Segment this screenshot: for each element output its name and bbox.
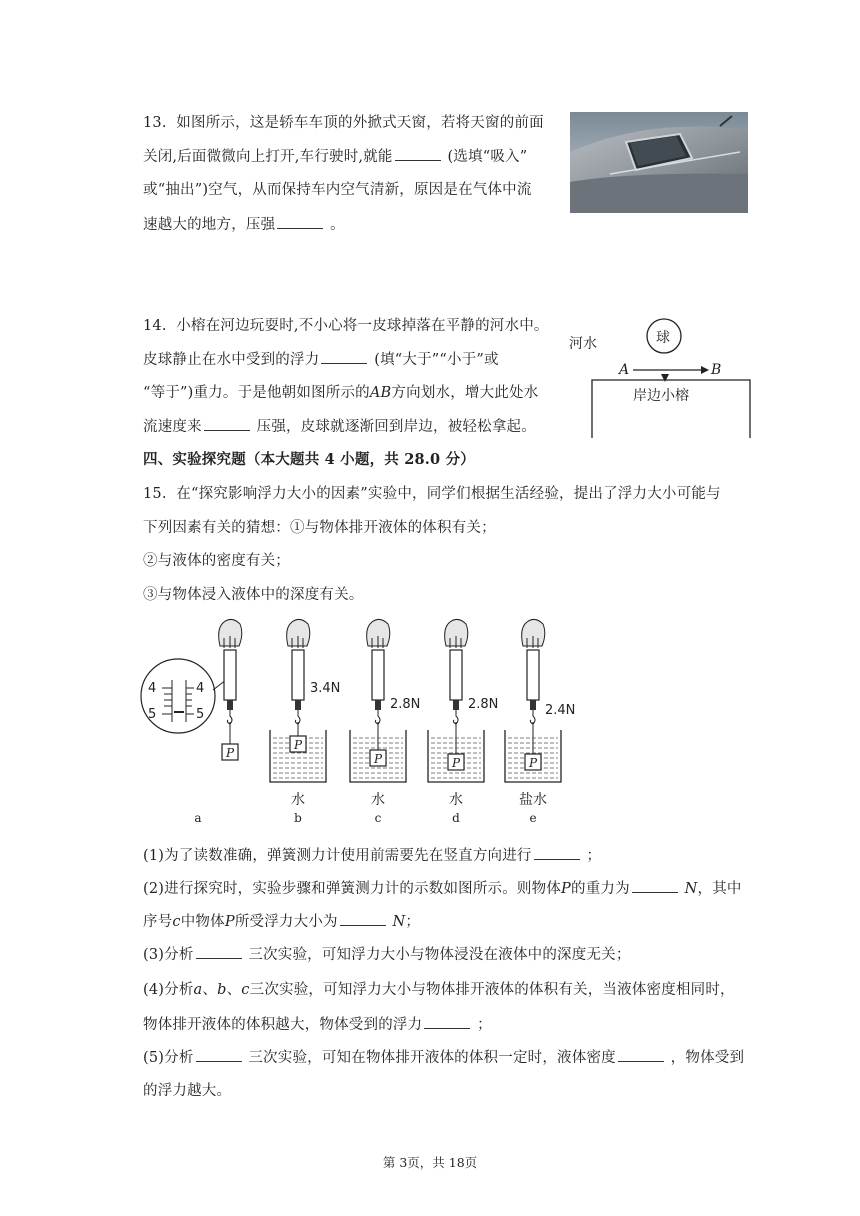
q15-line2: 下列因素有关的猜想：①与物体排开液体的体积有关； [143,520,496,536]
spring-scale-setup [270,619,340,825]
q15-part1: (1)为了读数准确，弹簧测力计使用前需要先在竖直方向进行 ； [143,845,601,866]
answer-blank[interactable] [196,1047,242,1062]
river-label: 河水 [569,336,597,352]
svg-text:P: P [293,738,303,752]
force-reading: 2.8N [390,697,421,712]
q15-part4-line2: 物体排开液体的体积越大，物体受到的浮力 ； [143,1014,492,1035]
q15-part3: (3)分析 三次实验，可知浮力大小与物体浸没在液体中的深度无关； [143,944,631,965]
answer-blank[interactable] [632,878,678,893]
q15-part2-line2: 序号c中物体P所受浮力大小为 N； [143,911,420,932]
scale-label: 4 [148,681,157,696]
liquid-label: 水 [291,792,305,808]
liquid-label: 水 [371,792,385,808]
spring-scale-setup [505,619,575,825]
river-diagram [565,318,755,440]
scale-label: 4 [196,681,205,696]
buoyancy-experiment-figure [138,618,588,828]
q13-line4: 速越大的地方，压强 。 [143,214,345,235]
answer-blank[interactable] [534,845,580,860]
step-label: a [194,811,202,825]
ball-label: 球 [656,330,670,346]
answer-blank[interactable] [196,944,242,959]
bank-label: 岸边小榕 [633,388,689,404]
svg-text:P: P [528,756,538,770]
liquid-label: 水 [449,792,463,808]
q15-part2-line1: (2)进行探究时，实验步骤和弹簧测力计的示数如图所示。则物体P的重力为 N，其中 [143,878,742,899]
answer-blank[interactable] [424,1014,470,1029]
answer-blank[interactable] [395,146,441,161]
q14-line4: 流速度来 压强，皮球就逐渐回到岸边，被轻松拿起。 [143,416,536,437]
answer-blank[interactable] [204,416,250,431]
page-footer: 第 3页，共 18页 [382,1155,478,1170]
svg-text:P: P [373,752,383,766]
q15-line4: ③与物体浸入液体中的深度有关。 [143,587,364,603]
q15-part4-line1: (4)分析a、b、c三次实验，可知浮力大小与物体排开液体的体积有关，当液体密度相同时， [143,982,735,998]
spring-scale-setup [428,619,498,825]
q13-line2: 关闭,后面微微向上打开,车行驶时,就能 (选填“吸入” [143,146,527,167]
scale-label: 5 [148,707,157,722]
section-heading: 四、实验探究题（本大题共 4 小题，共 28.0 分） [143,451,475,468]
q15-line3: ②与液体的密度有关； [143,553,290,569]
step-label: e [529,811,537,825]
scale-label: 5 [196,707,205,722]
q15-part5-line1: (5)分析 三次实验，可知在物体排开液体的体积一定时，液体密度 ，物体受到 [143,1047,744,1068]
q14-line1: 14. 小榕在河边玩耍时,不小心将一皮球掉落在平静的河水中。 [143,318,549,334]
q14-line2: 皮球静止在水中受到的浮力 (填“大于”“小于”或 [143,349,499,370]
point-b-label: B [711,362,722,378]
q13-line1: 13. 如图所示，这是轿车车顶的外掀式天窗，若将天窗的前面 [143,115,544,131]
step-label: d [452,811,460,825]
spring-scale-setup [350,619,420,825]
arrow-right-icon [701,366,709,374]
q15-line1: 15. 在“探究影响浮力大小的因素”实验中，同学们根据生活经验，提出了浮力大小可能与 [143,486,721,502]
answer-blank[interactable] [277,214,323,229]
force-reading: 3.4N [310,681,341,696]
answer-blank[interactable] [340,911,386,926]
svg-text:P: P [451,756,461,770]
force-reading: 2.8N [468,697,499,712]
q15-part5-line2: 的浮力越大。 [143,1083,232,1099]
step-label: b [294,811,302,825]
step-label: c [374,811,382,825]
point-a-label: A [619,362,630,378]
answer-blank[interactable] [618,1047,664,1062]
q13-line3: 或“抽出”)空气，从而保持车内空气清新，原因是在气体中流 [143,182,532,198]
car-sunroof-photo [570,112,748,213]
q14-line3: “等于”)重力。于是他朝如图所示的AB方向划水，增大此处水 [143,385,539,401]
liquid-label: 盐水 [519,792,547,808]
force-reading: 2.4N [545,703,576,718]
svg-text:P: P [225,746,235,760]
answer-blank[interactable] [321,349,367,364]
